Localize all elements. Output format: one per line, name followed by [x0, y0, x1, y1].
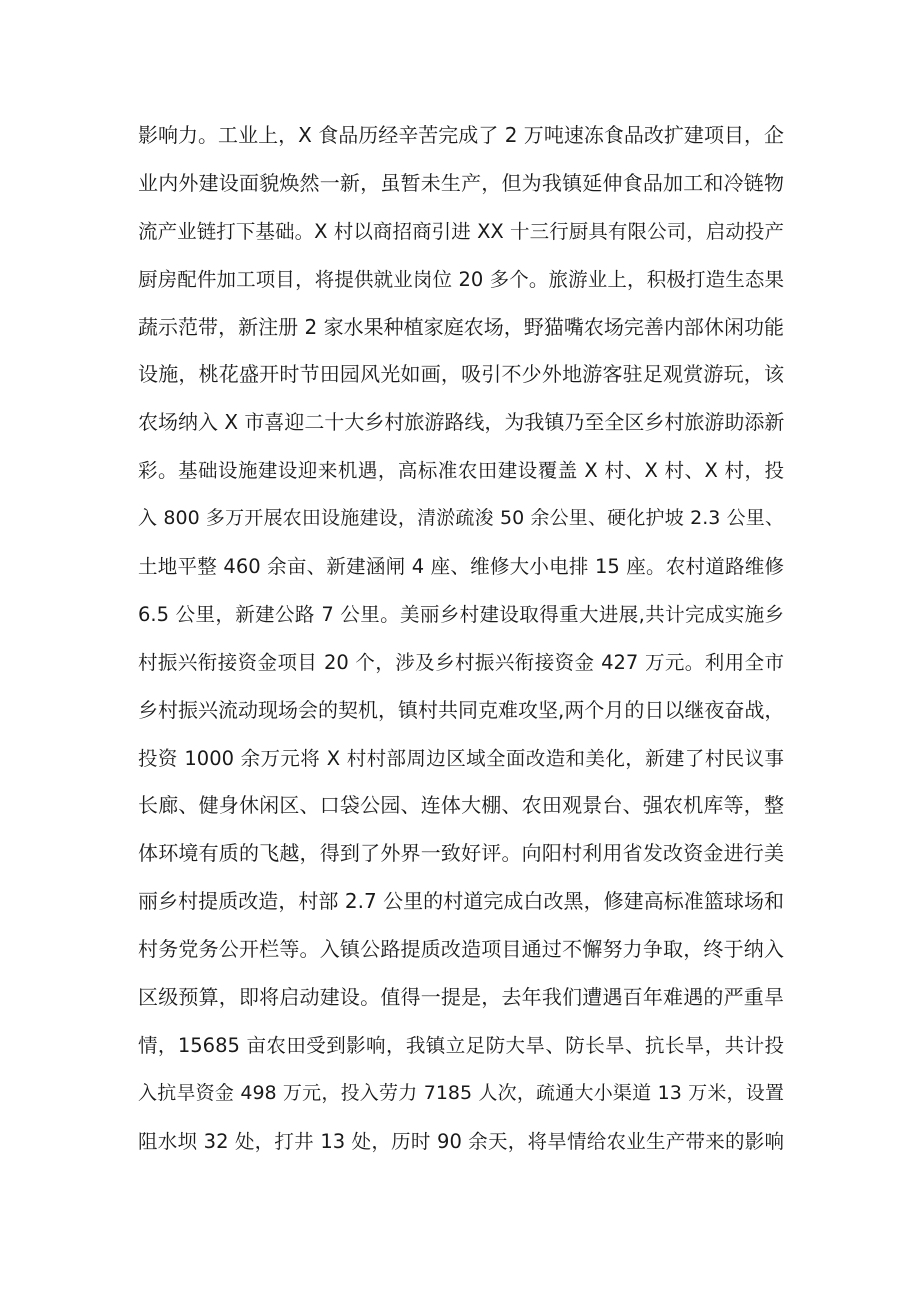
- text-line: 长廊、健身休闲区、口袋公园、连体大棚、农田观景台、强农机库等，整: [138, 793, 784, 818]
- text-line: 入 800 多万开展农田设施建设，清淤疏浚 50 余公里、硬化护坡 2.3 公里、: [138, 507, 784, 530]
- text-line: 厨房配件加工项目，将提供就业岗位 20 多个。旅游业上，积极打造生态果: [138, 267, 784, 291]
- text-line: 彩。基础设施建设迎来机遇，高标准农田建设覆盖 X 村、X 村、X 村，投: [138, 459, 784, 483]
- text-line: 影响力。工业上，X 食品历经辛苦完成了 2 万吨速冻食品改扩建项目，企: [138, 123, 784, 147]
- text-line: 村务党务公开栏等。入镇公路提质改造项目通过不懈努力争取，终于纳入: [138, 937, 784, 962]
- text-line: 业内外建设面貌焕然一新，虽暂未生产，但为我镇延伸食品加工和冷链物: [138, 170, 784, 195]
- text-line: 6.5 公里，新建公路 7 公里。美丽乡村建设取得重大进展,共计完成实施乡: [138, 602, 784, 626]
- body-paragraph: [138, 112, 784, 1166]
- text-line: 流产业链打下基础。X 村以商招商引进 XX 十三行厨具有限公司，启动投产: [138, 219, 784, 243]
- text-line: 情，15685 亩农田受到影响，我镇立足防大旱、防长旱、抗长旱，共计投: [138, 1033, 784, 1057]
- text-line: 村振兴衔接资金项目 20 个，涉及乡村振兴衔接资金 427 万元。利用全市: [138, 650, 784, 674]
- text-line: 投资 1000 余万元将 X 村村部周边区域全面改造和美化，新建了村民议事: [138, 746, 784, 770]
- text-line: 农场纳入 X 市喜迎二十大乡村旅游路线，为我镇乃至全区乡村旅游助添新: [138, 410, 785, 435]
- text-line: 设施，桃花盛开时节田园风光如画，吸引不少外地游客驻足观赏游玩，该: [138, 362, 784, 387]
- text-line: 蔬示范带，新注册 2 家水果种植家庭农场，野猫嘴农场完善内部休闲功能: [138, 314, 784, 339]
- text-line: 丽乡村提质改造，村部 2.7 公里的村道完成白改黑，修建高标准篮球场和: [138, 889, 784, 914]
- text-line: 土地平整 460 余亩、新建涵闸 4 座、维修大小电排 15 座。农村道路维修: [138, 555, 784, 579]
- text-line: 体环境有质的飞越，得到了外界一致好评。向阳村利用省发改资金进行美: [138, 841, 784, 866]
- text-line: 区级预算，即将启动建设。值得一提是，去年我们遭遇百年难遇的严重旱: [138, 985, 784, 1010]
- text-line: 乡村振兴流动现场会的契机，镇村共同克难攻坚,两个月的日以继夜奋战，: [138, 697, 785, 722]
- text-line: 入抗旱资金 498 万元，投入劳力 7185 人次，疏通大小渠道 13 万米，设置: [138, 1081, 784, 1104]
- text-line: 阻水坝 32 处，打井 13 处，历时 90 余天，将旱情给农业生产带来的影响: [138, 1129, 784, 1153]
